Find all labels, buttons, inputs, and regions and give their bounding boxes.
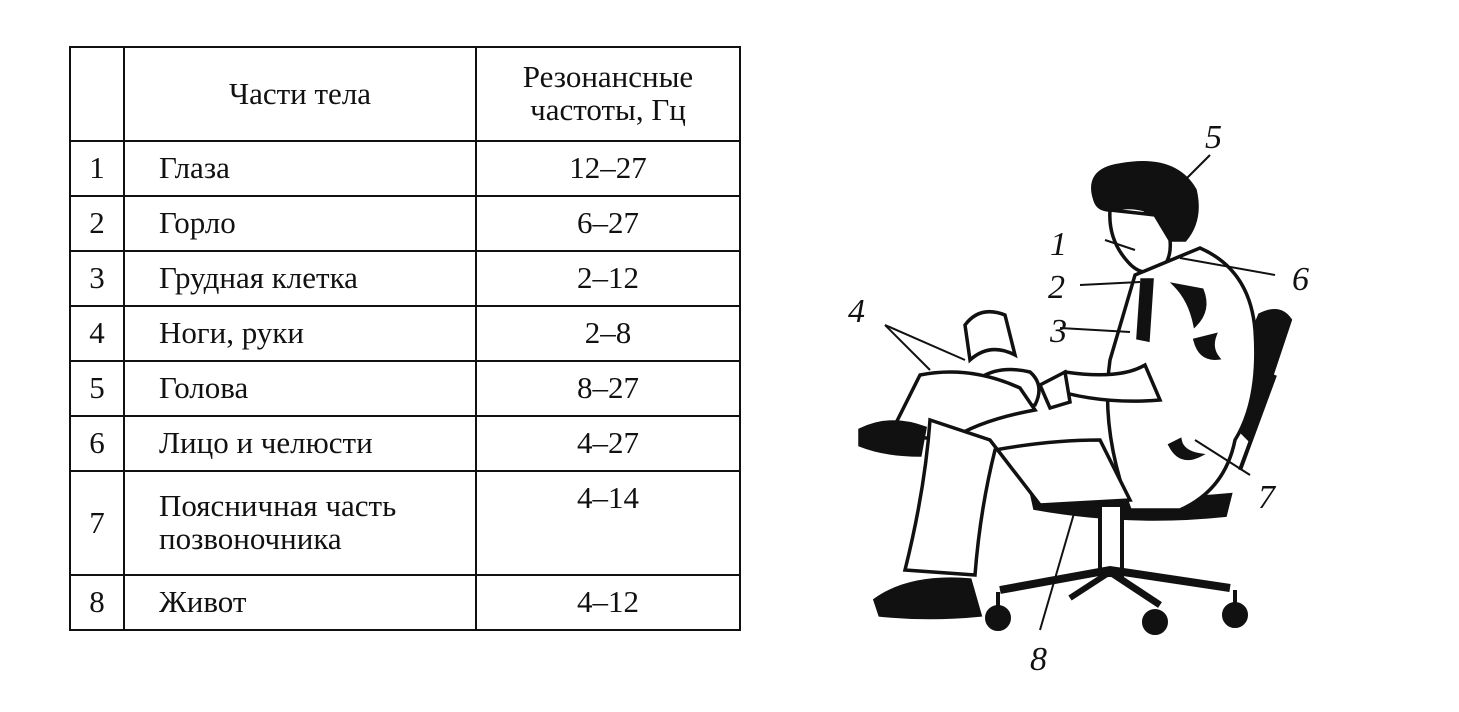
row-frequency: 2–8	[476, 306, 740, 361]
header-number	[70, 47, 124, 141]
row-body-part-line1: Поясничная часть	[159, 488, 397, 524]
label-4: 4	[848, 293, 865, 330]
table-row	[70, 141, 740, 196]
row-number: 2	[70, 196, 124, 251]
row-frequency: 2–12	[476, 251, 740, 306]
row-body-part	[124, 471, 476, 575]
row-number: 7	[70, 471, 124, 575]
table-header-row	[70, 47, 740, 141]
row-number: 6	[70, 416, 124, 471]
header-frequency-line1: Резонансные	[522, 59, 694, 95]
row-body-part: Глаза	[124, 141, 476, 196]
row-number: 8	[70, 575, 124, 630]
header-frequency	[476, 47, 740, 141]
label-5: 5	[1205, 119, 1222, 156]
label-2: 2	[1048, 269, 1065, 306]
label-1: 1	[1050, 226, 1067, 263]
row-frequency: 6–27	[476, 196, 740, 251]
table-row	[70, 251, 740, 306]
row-body-part: Живот	[124, 575, 476, 630]
label-6: 6	[1292, 261, 1309, 298]
row-number: 1	[70, 141, 124, 196]
row-body-part: Голова	[124, 361, 476, 416]
resonance-table	[69, 46, 741, 631]
row-body-part: Грудная клетка	[124, 251, 476, 306]
label-3: 3	[1050, 313, 1067, 350]
table-row	[70, 416, 740, 471]
row-frequency: 4–27	[476, 416, 740, 471]
label-7: 7	[1258, 479, 1275, 516]
seated-person-illustration	[830, 110, 1450, 690]
row-body-part: Лицо и челюсти	[124, 416, 476, 471]
label-8: 8	[1030, 641, 1047, 678]
row-body-part: Горло	[124, 196, 476, 251]
row-frequency: 4–14	[476, 471, 740, 575]
header-body-part: Части тела	[124, 47, 476, 141]
table-row	[70, 471, 740, 575]
row-number: 4	[70, 306, 124, 361]
row-frequency: 4–12	[476, 575, 740, 630]
row-frequency: 12–27	[476, 141, 740, 196]
table-row	[70, 196, 740, 251]
header-frequency-line2: частоты, Гц	[530, 92, 686, 127]
row-number: 3	[70, 251, 124, 306]
table-row	[70, 306, 740, 361]
table-row	[70, 361, 740, 416]
row-number: 5	[70, 361, 124, 416]
table-row	[70, 575, 740, 630]
row-body-part: Ноги, руки	[124, 306, 476, 361]
row-frequency: 8–27	[476, 361, 740, 416]
row-body-part-line2: позвоночника	[159, 521, 342, 556]
